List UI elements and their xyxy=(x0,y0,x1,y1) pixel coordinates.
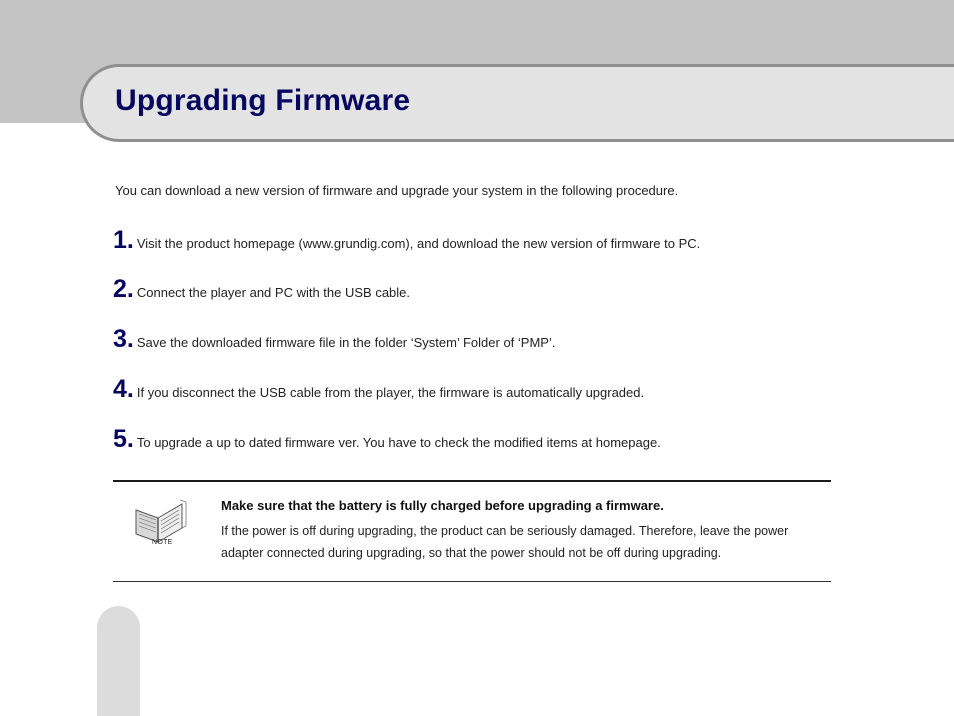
note-heading: Make sure that the battery is fully charged before upgrading a firmware. xyxy=(221,498,664,513)
step-number: 1. xyxy=(113,226,134,254)
step-text: Connect the player and PC with the USB cable. xyxy=(136,285,411,300)
step-text: If you disconnect the USB cable from the player, the firmware is automatically upgraded. xyxy=(136,385,645,400)
step-number: 3. xyxy=(113,325,134,353)
step-2 xyxy=(113,275,410,303)
note-top-divider xyxy=(113,480,831,482)
note-body: If the power is off during upgrading, the product can be seriously damaged. Therefore, leave the power adapter connected during upgrading, so that the power should not be off during upgrading. xyxy=(221,524,789,560)
page-title: Upgrading Firmware xyxy=(115,84,411,117)
intro-text: You can download a new version of firmware and upgrade your system in the following procedure. xyxy=(115,183,679,198)
step-number: 2. xyxy=(113,275,134,303)
step-text: Visit the product homepage (www.grundig.com), and download the new version of firmware to PC. xyxy=(136,236,701,251)
step-1 xyxy=(113,226,700,254)
note-bottom-divider xyxy=(113,581,831,582)
step-5 xyxy=(113,425,661,453)
step-text: To upgrade a up to dated firmware ver. You have to check the modified items at homepage. xyxy=(136,435,661,450)
step-text: Save the downloaded firmware file in the folder ‘System’ Folder of ‘PMP’. xyxy=(136,335,556,350)
step-3 xyxy=(113,325,555,353)
step-number: 4. xyxy=(113,375,134,403)
step-4 xyxy=(113,375,644,403)
note-caption: NOTE xyxy=(152,539,173,546)
step-number: 5. xyxy=(113,425,134,453)
